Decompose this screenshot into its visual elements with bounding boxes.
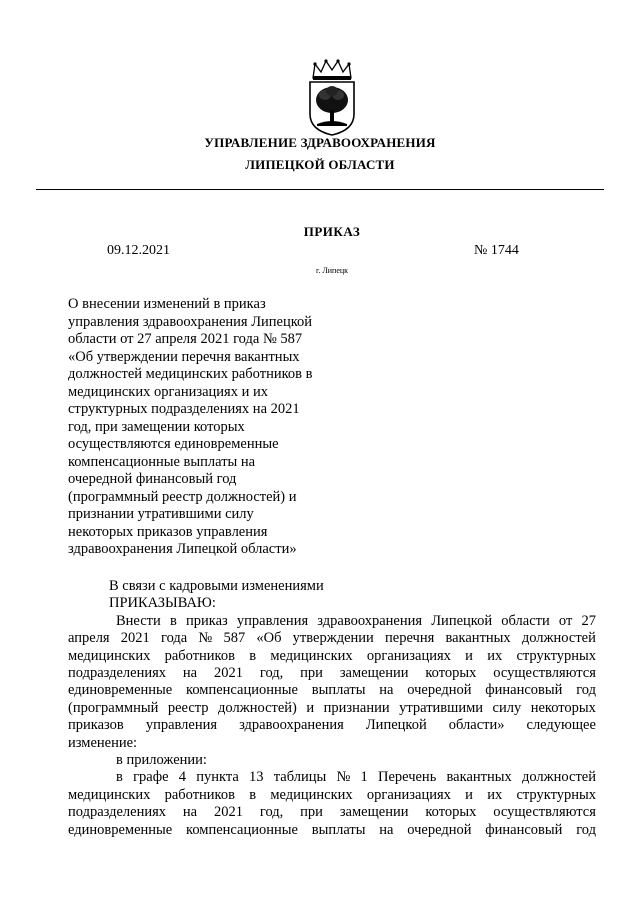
order-subject [68,296,338,559]
subject-line: должностей медицинских работников в [68,366,313,382]
para2-line: единовременные компенсационные выплаты на очередной финансовый год [68,821,596,838]
para2-line: в графе 4 пункта 13 таблицы № 1 Перечень вакантных должностей [116,769,596,786]
para1-line: медицинских работников в медицинских организациях и их структурных [68,647,596,664]
subject-line: здравоохранения Липецкой области» [68,541,297,557]
para1-line: Внести в приказ управления здравоохранения Липецкой области от 27 [116,612,596,629]
appendix-line: в приложении: [116,752,207,769]
order-word: ПРИКАЗЫВАЮ: [109,595,216,612]
order-date: 09.12.2021 [107,243,170,258]
subject-line: структурных подразделениях на 2021 [68,401,300,417]
subject-line: компенсационные выплаты на [68,453,256,470]
reason-line: В связи с кадровыми изменениями [109,578,324,594]
org-name-line2: ЛИПЕЦКОЙ ОБЛАСТИ [245,157,395,172]
org-name-line1: УПРАВЛЕНИЕ ЗДРАВООХРАНЕНИЯ [204,135,436,150]
subject-line: некоторых приказов управления [68,523,268,540]
header-divider [36,189,604,190]
order-city: г. Липецк [315,266,349,275]
subject-line: очередной финансовый год [68,471,237,487]
coat-of-arms-icon [305,58,359,136]
subject-line: (программный реестр должностей) и [68,488,297,505]
para1-line: приказов управления здравоохранения Липецкой области» следующее [68,717,596,734]
subject-line: О внесении изменений в приказ [68,296,266,312]
order-body [68,578,596,839]
order-number: № 1744 [474,243,519,258]
para1-line: (программный реестр должностей) и признании утратившими силу некоторых [68,699,596,716]
subject-line: управления здравоохранения Липецкой [68,313,313,330]
para2-line: медицинских работников в медицинских организациях и их структурных [68,786,596,803]
subject-line: признании утратившими силу [68,506,254,522]
para1-last-line: изменение: [68,734,138,751]
subject-line: год, при замещении которых [68,418,245,435]
order-title: ПРИКАЗ [303,224,361,239]
para2-line: подразделениях на 2021 год, при замещении которых осуществляются [68,804,596,821]
subject-line: «Об утверждении перечня вакантных [68,348,300,365]
para1-line: подразделениях на 2021 год, при замещении которых осуществляются [68,665,596,682]
para1-line: единовременные компенсационные выплаты на очередной финансовый год [68,682,596,699]
subject-line: области от 27 апреля 2021 года № 587 [68,331,303,347]
para1-line: апреля 2021 года № 587 «Об утверждении перечня вакантных должностей [68,630,596,647]
subject-line: осуществляются единовременные [68,436,279,452]
subject-line: медицинских организациях и их [68,383,268,400]
